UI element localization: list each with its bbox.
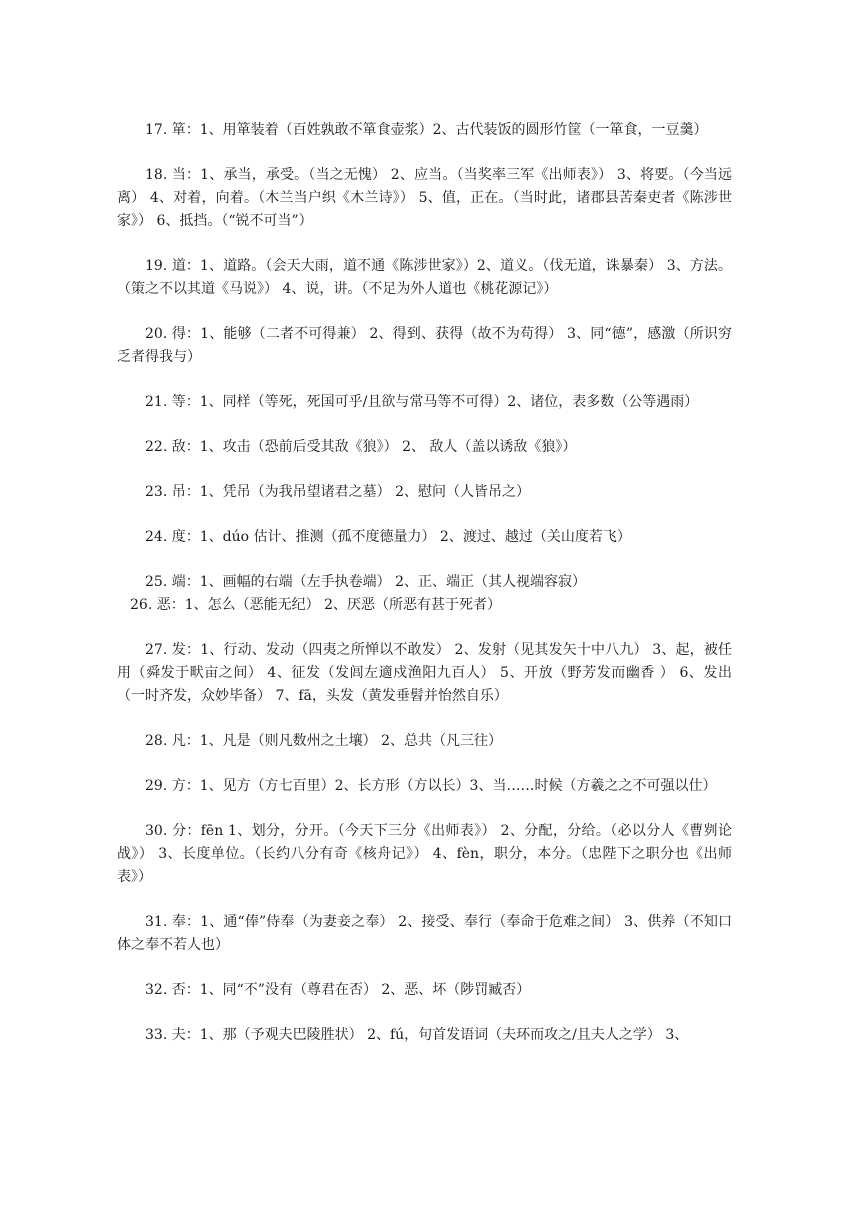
entry-text: 吊：1、凭吊（为我吊望诸君之墓） 2、慰问（人皆吊之）	[171, 484, 530, 500]
entry-text: 奉：1、通“俸”侍奉（为妻妾之奉） 2、接受、奉行（奉命于危难之间） 3、供养（不知口体之奉不若人也）	[117, 914, 733, 953]
entry-24	[117, 526, 732, 549]
entry-17	[117, 119, 732, 142]
entry-text: 当：1、承当，承受。（当之无愧） 2、应当。（当奖率三军《出师表》） 3、将要。（今当远离） 4、对着，向着。（木兰当户织《木兰诗》） 5、值，正在。（当时此，诸郡县苦秦吏者《陈涉世家》） 6、抵挡。（“锐不可当”）	[117, 167, 732, 229]
document-body	[117, 119, 732, 1047]
entry-text: 恶：1、怎么（恶能无纪） 2、厌恶（所恶有甚于死者）	[156, 597, 501, 613]
entry-number: 23.	[145, 484, 168, 500]
entry-28	[117, 730, 732, 753]
entry-21	[117, 391, 732, 414]
entry-33	[117, 1024, 732, 1047]
entry-32	[117, 979, 732, 1002]
entry-30	[117, 820, 732, 889]
entry-text: 度：1、dúo 估计、推测（孤不度德量力） 2、渡过、越过（关山度若飞）	[171, 529, 631, 545]
entry-text: 夫：1、那（予观夫巴陵胜状） 2、fú，句首发语词（夫环而攻之/且夫人之学） 3、	[171, 1027, 689, 1043]
entry-text: 否：1、同“不”没有（尊君在否） 2、恶、坏（陟罚臧否）	[171, 982, 531, 998]
entry-number: 22.	[145, 439, 168, 455]
entry-number: 18.	[145, 167, 168, 183]
entry-number: 19.	[145, 258, 168, 274]
entry-27	[117, 639, 732, 708]
entry-31	[117, 911, 732, 957]
entry-19	[117, 255, 732, 301]
entry-number: 31.	[145, 914, 168, 930]
entry-number: 29.	[145, 778, 168, 794]
entry-text: 凡：1、凡是（则凡数州之土壤） 2、总共（凡三往）	[171, 733, 502, 749]
entry-number: 24.	[145, 529, 168, 545]
entry-number: 27.	[145, 642, 168, 658]
entry-text: 端：1、画幅的右端（左手执卷端） 2、正、端正（其人视端容寂）	[171, 574, 586, 590]
entry-25	[117, 571, 732, 594]
entry-number: 26.	[130, 597, 153, 613]
entry-22	[117, 436, 732, 459]
entry-text: 分：fēn 1、划分，分开。（今天下三分《出师表》） 2、分配，分给。（必以分人《曹刿论战》） 3、长度单位。（长约八分有奇《核舟记》） 4、fèn，职分，本分。（忠陛下之职分也《出师表》）	[117, 823, 732, 885]
entry-text: 等：1、同样（等死，死国可乎/且欲与常马等不可得）2、诸位，表多数（公等遇雨）	[171, 394, 699, 410]
entry-26	[117, 594, 732, 617]
entry-text: 发：1、行动、发动（四夷之所惮以不敢发） 2、发射（见其发矢十中八九） 3、起，被任用（舜发于畎亩之间） 4、征发（发闾左適戍渔阳九百人） 5、开放（野芳发而幽香 ） 6、发出（一时齐发，众妙毕备） 7、fā，头发（黄发垂髫并怡然自乐）	[117, 642, 732, 704]
entry-number: 17.	[145, 122, 168, 138]
entry-23	[117, 481, 732, 504]
entry-number: 21.	[145, 394, 168, 410]
entry-18	[117, 164, 732, 233]
entry-29	[117, 775, 732, 798]
entry-number: 33.	[145, 1027, 168, 1043]
entry-text: 得：1、能够（二者不可得兼） 2、得到、获得（故不为苟得） 3、同“德”，感激（所识穷乏者得我与）	[117, 326, 733, 365]
entry-text: 道：1、道路。（会天大雨，道不通《陈涉世家》）2、道义。（伐无道，诛暴秦） 3、方法。（策之不以其道《马说》） 4、说，讲。（不足为外人道也《桃花源记》）	[117, 258, 732, 297]
entry-number: 30.	[145, 823, 168, 839]
entry-text: 敌：1、攻击（恐前后受其敌《狼》） 2、 敌人（盖以诱敌《狼》）	[171, 439, 577, 455]
entry-number: 25.	[145, 574, 168, 590]
entry-number: 28.	[145, 733, 168, 749]
entry-text: 方：1、见方（方七百里）2、长方形（方以长）3、当……时候（方羲之之不可强以仕）	[171, 778, 717, 794]
entry-text: 箪：1、用箪装着（百姓孰敢不箪食壶浆）2、古代装饭的圆形竹筐（一箪食，一豆羹）	[171, 122, 708, 138]
entry-number: 32.	[145, 982, 168, 998]
entry-number: 20.	[145, 326, 168, 342]
entry-20	[117, 323, 732, 369]
